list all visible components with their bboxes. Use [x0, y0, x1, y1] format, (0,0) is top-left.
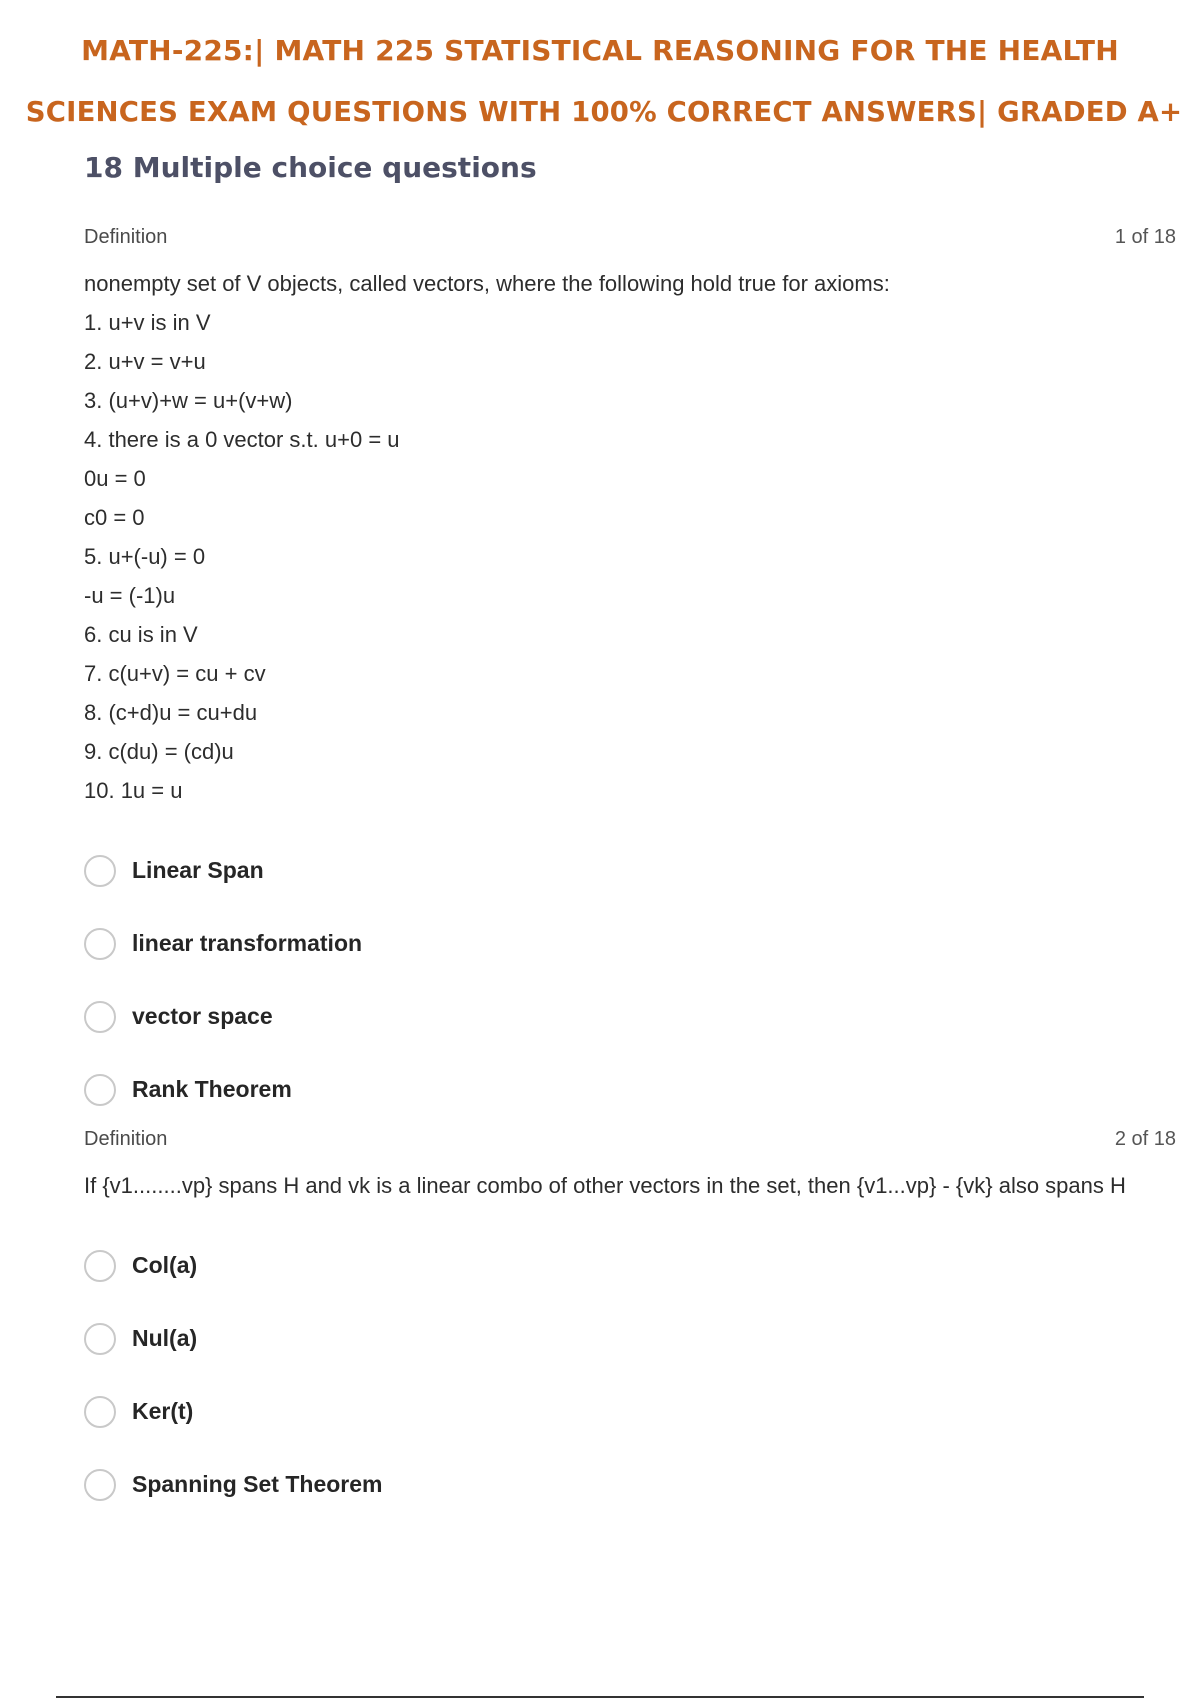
axiom-line: 6. cu is in V	[84, 622, 198, 647]
question-count-heading: 18 Multiple choice questions	[84, 151, 537, 184]
question-type-label: Definition	[84, 226, 168, 248]
question-header	[84, 1128, 1176, 1158]
question-card-2	[84, 1128, 1176, 1521]
radio-button[interactable]	[84, 1001, 116, 1033]
radio-button[interactable]	[84, 1250, 116, 1282]
answer-option[interactable]	[84, 907, 1176, 980]
question-card-1	[84, 226, 1176, 1126]
option-label: Col(a)	[132, 1252, 198, 1278]
answer-option[interactable]	[84, 1053, 1176, 1126]
question-counter: 1 of 18	[1114, 226, 1176, 248]
answer-option[interactable]	[84, 1302, 1176, 1375]
option-label: Nul(a)	[132, 1325, 198, 1351]
axiom-list	[84, 303, 1176, 810]
axiom-line: 8. (c+d)u = cu+du	[84, 700, 258, 725]
axiom-line: 0u = 0	[84, 466, 146, 491]
option-label: Rank Theorem	[132, 1076, 292, 1102]
question-header	[84, 226, 1176, 256]
option-label: Spanning Set Theorem	[132, 1471, 383, 1497]
axiom-line: 7. c(u+v) = cu + cv	[84, 661, 266, 686]
axiom-line: 1. u+v is in V	[84, 310, 211, 335]
axiom-line: c0 = 0	[84, 505, 145, 530]
document-title-line-1: MATH-225:| MATH 225 STATISTICAL REASONING FOR THE HEALTH	[81, 34, 1119, 67]
question-text: nonempty set of V objects, called vectors, where the following hold true for axioms:	[84, 271, 890, 296]
answer-options	[84, 1229, 1176, 1521]
answer-option[interactable]	[84, 834, 1176, 907]
option-label: Ker(t)	[132, 1398, 194, 1424]
document-title-line-2: SCIENCES EXAM QUESTIONS WITH 100% CORRECT ANSWERS| GRADED A+	[25, 96, 1183, 128]
question-counter: 2 of 18	[1114, 1128, 1176, 1150]
question-type-label: Definition	[84, 1128, 168, 1150]
radio-button[interactable]	[84, 1396, 116, 1428]
option-label: Linear Span	[132, 857, 264, 883]
radio-button[interactable]	[84, 1323, 116, 1355]
axiom-line: 5. u+(-u) = 0	[84, 544, 206, 569]
question-text: If {v1........vp} spans H and vk is a linear combo of other vectors in the set, then {v1...vp} - {vk} also spans H	[84, 1173, 1126, 1198]
axiom-line: 3. (u+v)+w = u+(v+w)	[84, 388, 293, 413]
footer-divider	[56, 1696, 1144, 1698]
answer-options	[84, 834, 1176, 1126]
option-label: linear transformation	[132, 930, 363, 956]
answer-option[interactable]	[84, 1375, 1176, 1448]
answer-option[interactable]	[84, 1448, 1176, 1521]
axiom-line: 2. u+v = v+u	[84, 349, 206, 374]
radio-button[interactable]	[84, 1074, 116, 1106]
axiom-line: 4. there is a 0 vector s.t. u+0 = u	[84, 427, 400, 452]
radio-button[interactable]	[84, 1469, 116, 1501]
answer-option[interactable]	[84, 980, 1176, 1053]
option-label: vector space	[132, 1003, 273, 1029]
axiom-line: 9. c(du) = (cd)u	[84, 739, 234, 764]
radio-button[interactable]	[84, 855, 116, 887]
radio-button[interactable]	[84, 928, 116, 960]
axiom-line: -u = (-1)u	[84, 583, 176, 608]
answer-option[interactable]	[84, 1229, 1176, 1302]
axiom-line: 10. 1u = u	[84, 778, 183, 803]
